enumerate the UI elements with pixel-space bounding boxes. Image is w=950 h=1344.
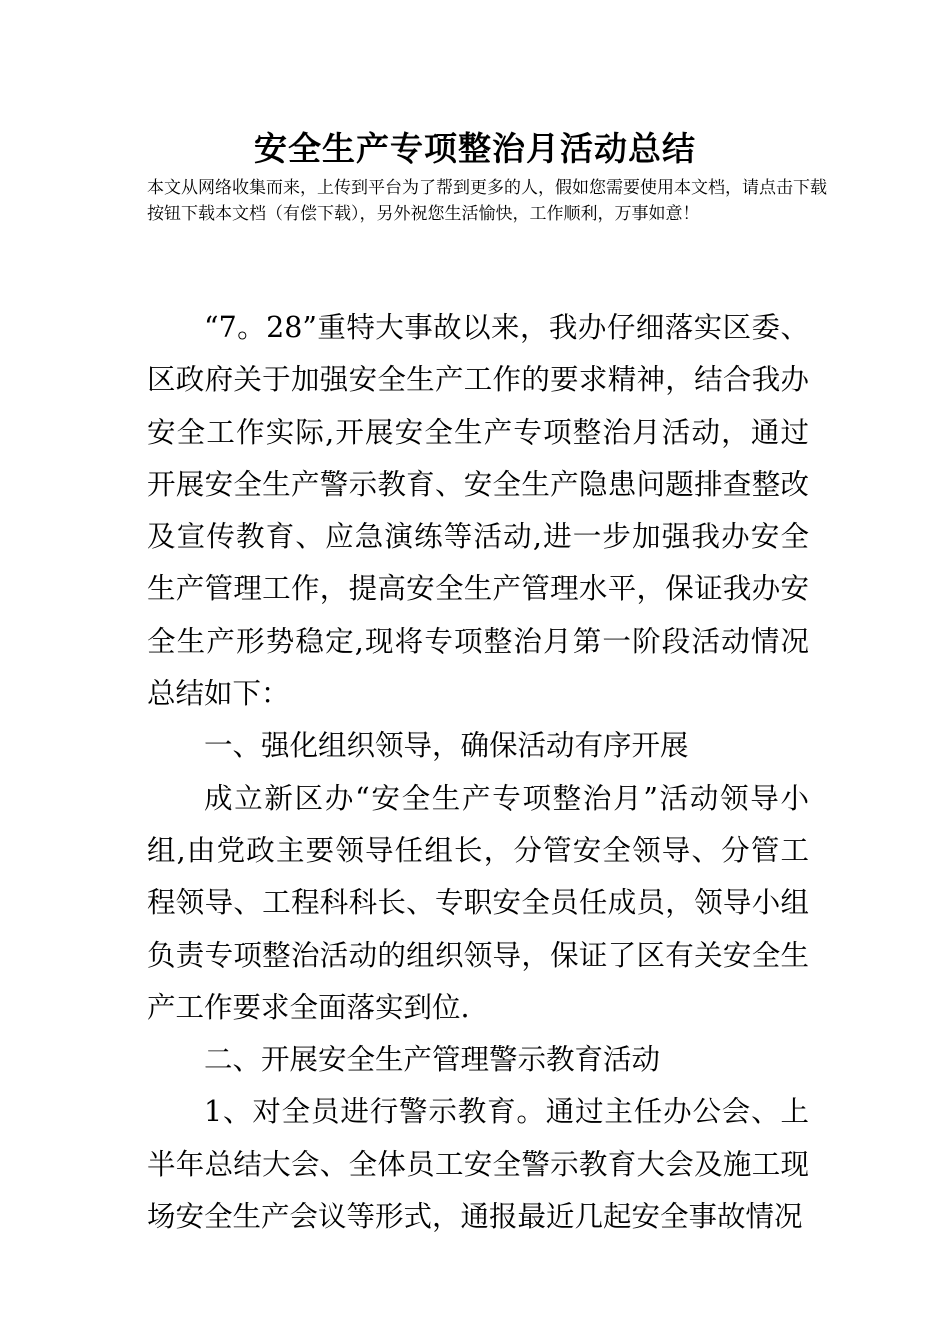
section-heading-1: 一、强化组织领导，确保活动有序开展 (204, 729, 689, 763)
section-2-paragraph: 1、对全员进行警示教育。通过主任办公会、上半年总结大会、全体员工安全警示教育大会及施工现场安全生产会议等形式，通报最近几起安全事故情况 (147, 1095, 809, 1234)
intro-paragraph: “7。28”重特大事故以来，我办仔细落实区委、区政府关于加强安全生产工作的要求精神，结合我办安全工作实际,开展安全生产专项整治月活动，通过开展安全生产警示教育、安全生产隐患问题排查整改及宣传教育、应急演练等活动,进一步加强我办安全生产管理工作，提高安全生产管理水平，保证我办安全生产形势稳定,现将专项整治月第一阶段活动情况总结如下： (147, 311, 809, 711)
document-body (147, 302, 809, 1243)
section-1-paragraph: 成立新区办“安全生产专项整治月”活动领导小组,由党政主要领导任组长，分管安全领导、分管工程领导、工程科科长、专职安全员任成员，领导小组负责专项整治活动的组织领导，保证了区有关安全生产工作要求全面落实到位. (147, 781, 809, 1024)
section-heading-2: 二、开展安全生产管理警示教育活动 (204, 1043, 661, 1077)
disclaimer-text: 本文从网络收集而来，上传到平台为了帮到更多的人，假如您需要使用本文档，请点击下载按钮下载本文档（有偿下载），另外祝您生活愉快，工作顺利，万事如意！ (147, 178, 827, 224)
document-title: 安全生产专项整治月活动总结 (254, 129, 696, 168)
